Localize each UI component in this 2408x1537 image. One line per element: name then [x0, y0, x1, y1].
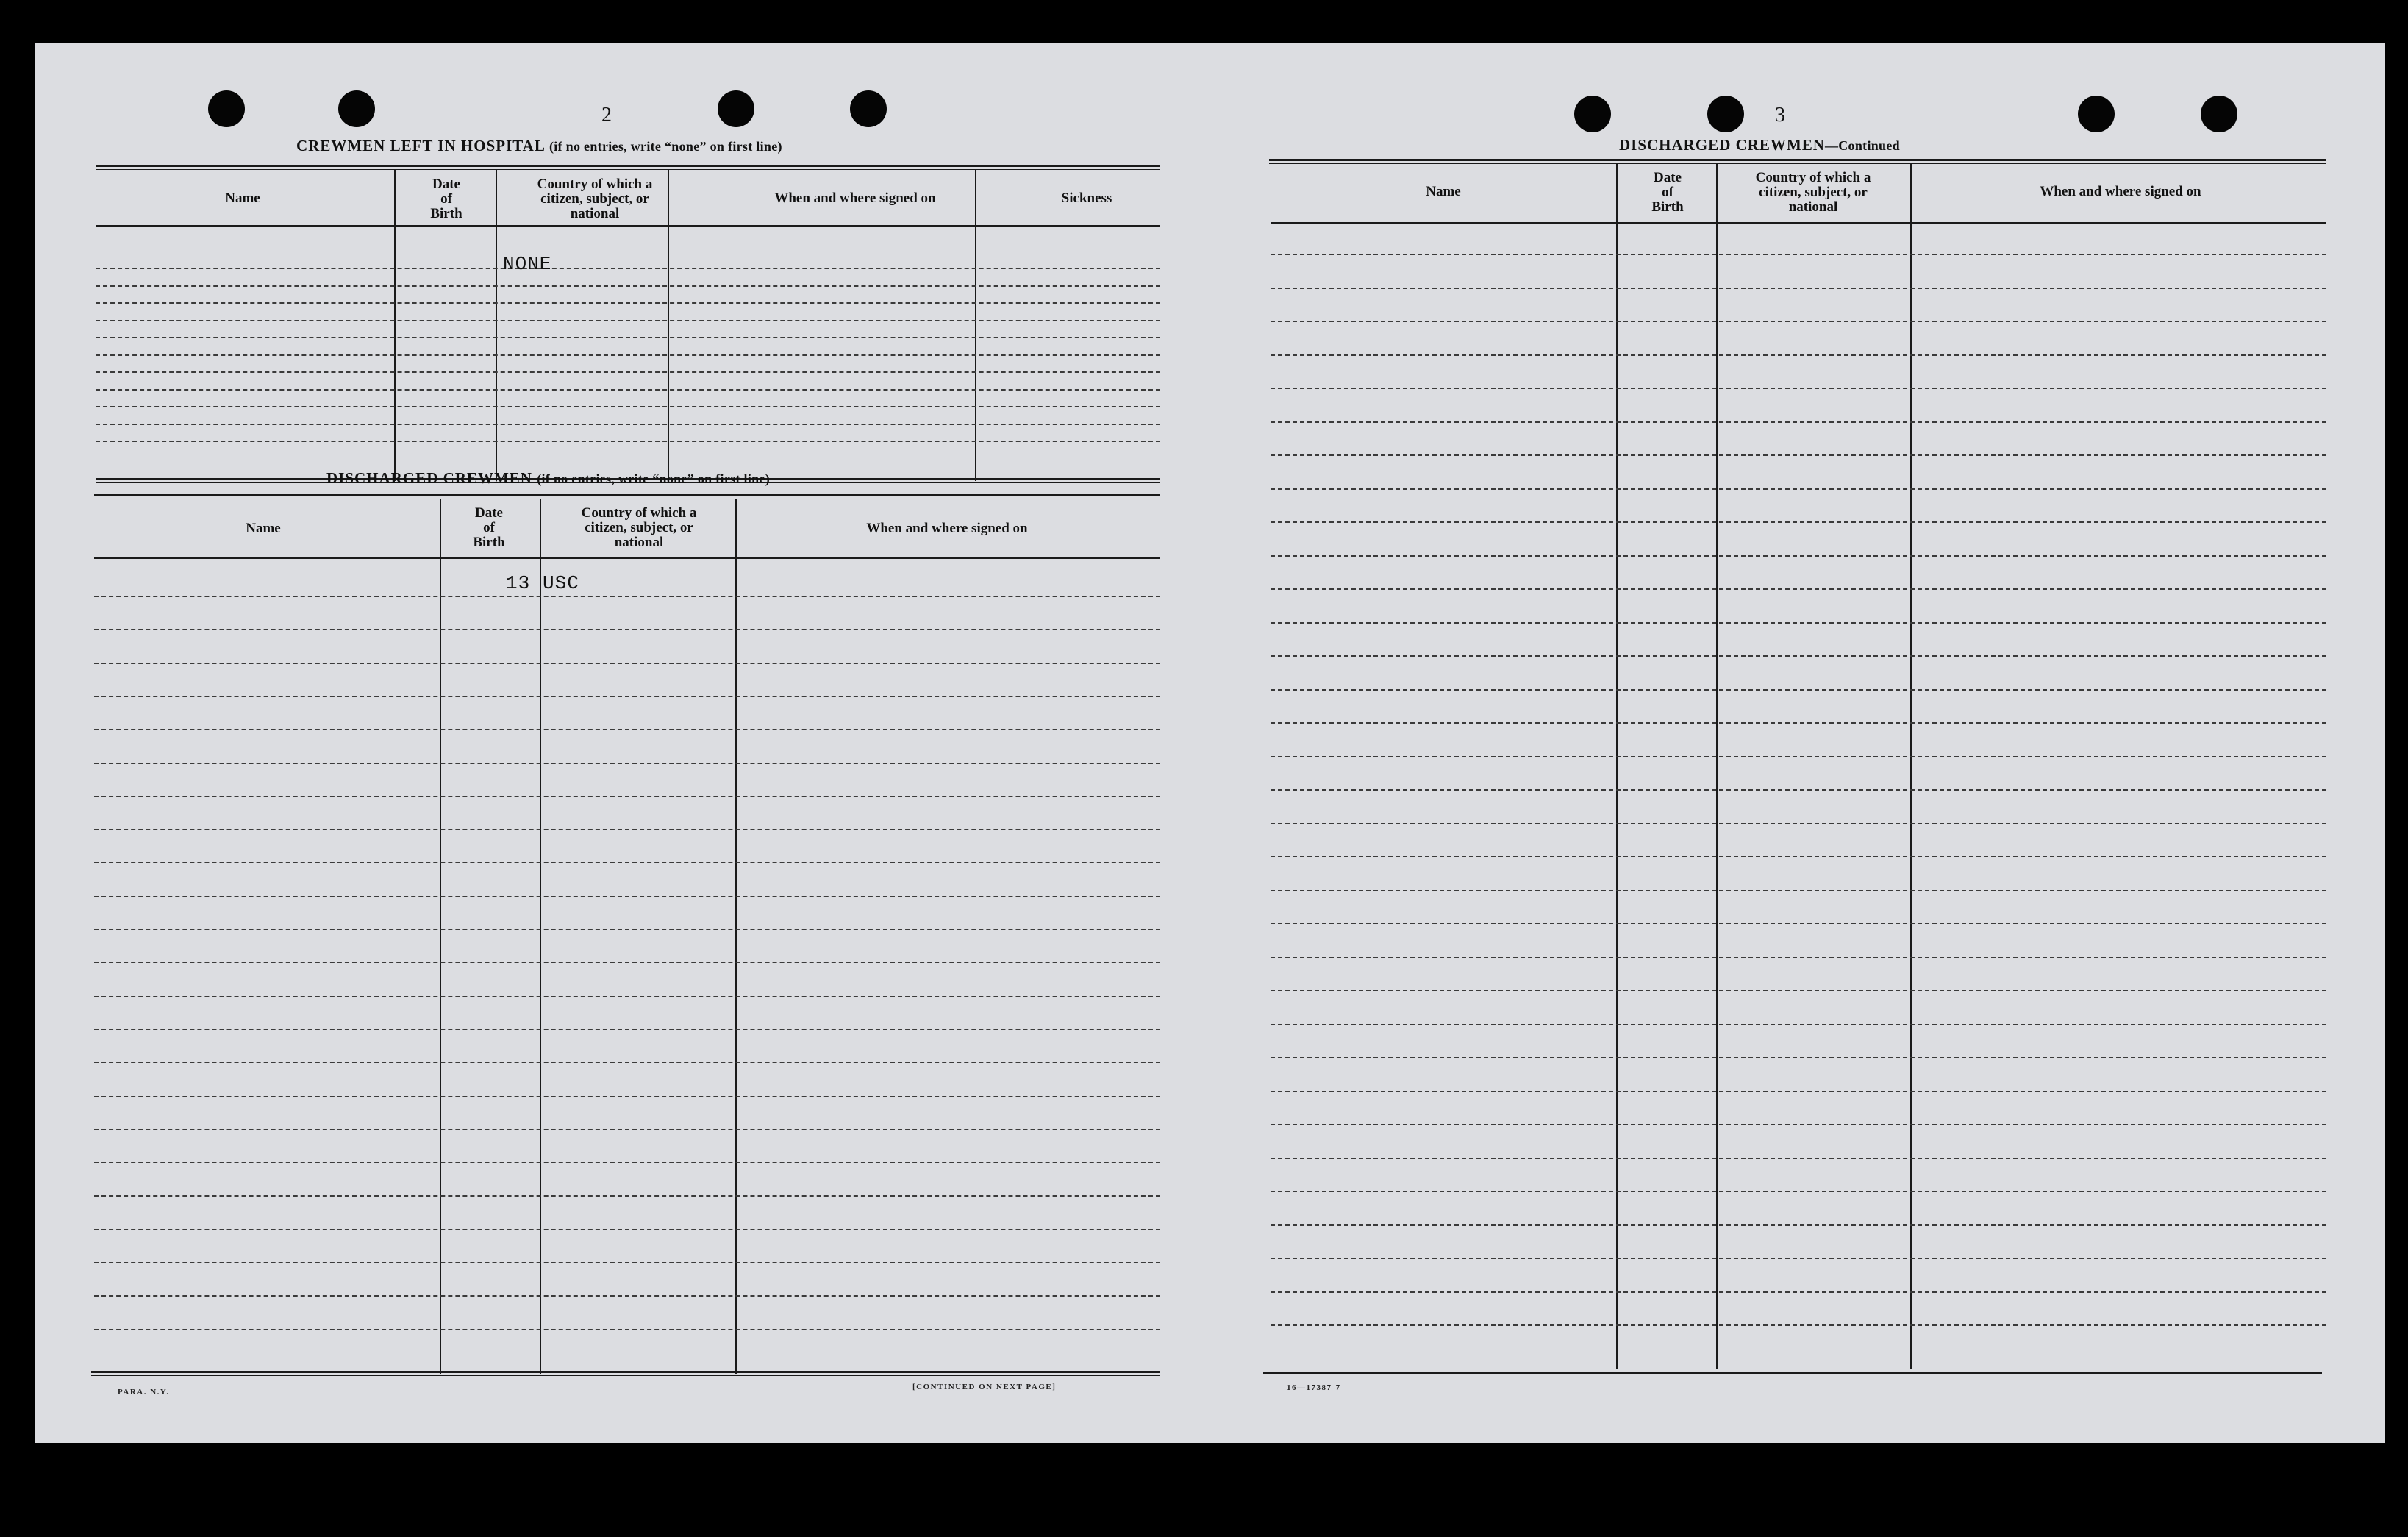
ruled-line	[1271, 254, 2326, 255]
ruled-line	[1271, 1158, 2326, 1159]
punch-hole	[2078, 96, 2115, 132]
right-col-divider	[1616, 163, 1618, 1369]
ruled-line	[96, 302, 1160, 304]
discharged-entry-country: USC	[543, 572, 579, 594]
ruled-line	[94, 1096, 1160, 1097]
discharged-col-name: Name	[246, 521, 281, 536]
punch-hole	[850, 90, 887, 127]
ruled-line	[1271, 1057, 2326, 1058]
punch-hole	[338, 90, 375, 127]
ruled-line	[1271, 421, 2326, 423]
ruled-line	[1271, 288, 2326, 289]
hospital-entry-country: NONE	[503, 253, 552, 275]
ruled-line	[94, 829, 1160, 830]
ruled-line	[96, 337, 1160, 338]
ruled-line	[94, 1162, 1160, 1163]
right-top-rule	[1269, 159, 2326, 164]
ruled-line	[1271, 321, 2326, 322]
ruled-line	[1271, 1291, 2326, 1293]
ruled-line	[96, 371, 1160, 373]
ruled-line	[1271, 622, 2326, 624]
hospital-section-title	[296, 137, 782, 155]
hospital-col-divider	[668, 169, 669, 481]
hospital-title-text: CREWMEN LEFT IN HOSPITAL	[296, 137, 545, 154]
hospital-top-rule	[96, 165, 1160, 170]
ruled-line	[94, 1229, 1160, 1230]
ruled-line	[96, 389, 1160, 391]
ruled-line	[94, 1129, 1160, 1130]
discharged-top-rule	[94, 494, 1160, 499]
ruled-line	[1271, 655, 2326, 657]
ruled-line	[94, 796, 1160, 797]
right-section-title	[1619, 136, 1900, 154]
hospital-instruction: (if no entries, write “none” on first line)	[549, 139, 782, 154]
punch-hole	[208, 90, 245, 127]
hospital-col-divider	[975, 169, 976, 481]
ruled-line	[1271, 1191, 2326, 1192]
page-number: 3	[1775, 104, 1785, 126]
ruled-line	[94, 962, 1160, 963]
ruled-line	[96, 406, 1160, 407]
ruled-line	[94, 1329, 1160, 1330]
ruled-line	[1271, 354, 2326, 356]
footer-form-code: 16—17387-7	[1287, 1383, 1341, 1392]
ruled-line	[1271, 388, 2326, 389]
right-title-text: DISCHARGED CREWMEN	[1619, 136, 1825, 154]
ruled-line	[96, 424, 1160, 425]
ruled-line	[94, 1062, 1160, 1063]
ruled-line	[1271, 521, 2326, 523]
right-col-signed: When and where signed on	[2040, 184, 2201, 199]
ruled-line	[1271, 756, 2326, 757]
ruled-line	[94, 629, 1160, 630]
ruled-line	[1271, 588, 2326, 590]
ruled-line	[94, 763, 1160, 764]
ruled-line	[94, 1029, 1160, 1030]
right-col-divider	[1716, 163, 1718, 1369]
right-title-suffix: —Continued	[1824, 138, 1900, 153]
right-col-country: Country of which a citizen, subject, or national	[1755, 170, 1871, 215]
hospital-header-rule	[96, 225, 1160, 227]
right-col-name: Name	[1426, 184, 1461, 199]
ruled-line	[1271, 890, 2326, 891]
ruled-line	[94, 663, 1160, 664]
discharged-title-text: DISCHARGED CREWMEN	[326, 469, 532, 487]
ruled-line	[1271, 1324, 2326, 1326]
ruled-line	[94, 1195, 1160, 1197]
discharged-header-rule	[94, 557, 1160, 559]
ruled-line	[1271, 488, 2326, 490]
ruled-line	[1271, 1124, 2326, 1125]
ruled-line	[94, 696, 1160, 697]
ruled-line	[1271, 722, 2326, 724]
ruled-line	[1271, 923, 2326, 924]
punch-hole	[1707, 96, 1744, 132]
ruled-line	[96, 441, 1160, 442]
ruled-line	[96, 285, 1160, 287]
punch-hole	[718, 90, 754, 127]
ruled-line	[1271, 990, 2326, 991]
right-header-rule	[1271, 222, 2326, 224]
ruled-line	[1271, 1091, 2326, 1092]
ruled-line	[94, 862, 1160, 863]
discharged-col-dob: Date of Birth	[473, 505, 505, 550]
ruled-line	[96, 268, 1160, 269]
footer-continued: [CONTINUED ON NEXT PAGE]	[912, 1383, 1057, 1391]
discharged-bottom-rule	[91, 1371, 1160, 1376]
ruled-line	[96, 320, 1160, 321]
punch-hole	[2201, 96, 2237, 132]
ruled-line	[94, 1262, 1160, 1263]
ruled-line	[1271, 856, 2326, 857]
discharged-col-country: Country of which a citizen, subject, or national	[581, 505, 697, 550]
ruled-line	[94, 896, 1160, 897]
ruled-line	[94, 929, 1160, 930]
hospital-col-divider	[394, 169, 396, 481]
hospital-col-name: Name	[225, 190, 260, 206]
hospital-col-country: Country of which a citizen, subject, or national	[537, 176, 653, 221]
ruled-line	[1271, 689, 2326, 691]
right-col-dob: Date of Birth	[1651, 170, 1684, 215]
ruled-line	[96, 354, 1160, 356]
footer-printer: PARA. N.Y.	[118, 1388, 170, 1397]
ruled-line	[1271, 1258, 2326, 1259]
ruled-line	[1271, 789, 2326, 791]
discharged-entry-date: 13	[506, 572, 531, 594]
punch-hole	[1574, 96, 1611, 132]
hospital-col-divider	[496, 169, 497, 481]
hospital-col-dob: Date of Birth	[430, 176, 462, 221]
discharged-section-title	[326, 469, 770, 488]
page-number: 2	[601, 104, 612, 126]
ruled-line	[1271, 1024, 2326, 1025]
document-sheet	[35, 43, 2385, 1443]
ruled-line	[1271, 454, 2326, 456]
discharged-col-signed: When and where signed on	[866, 521, 1028, 536]
ruled-line	[94, 996, 1160, 997]
ruled-line	[1271, 1224, 2326, 1226]
hospital-col-signed: When and where signed on	[774, 190, 936, 206]
discharged-instruction: (if no entries, write “none” on first line)	[537, 471, 771, 486]
ruled-line	[1271, 823, 2326, 824]
ruled-line	[1271, 957, 2326, 958]
ruled-line	[94, 729, 1160, 730]
right-bottom-rule	[1263, 1372, 2322, 1374]
ruled-line	[94, 596, 1160, 597]
hospital-col-sickness: Sickness	[1061, 190, 1112, 206]
ruled-line	[94, 1295, 1160, 1297]
ruled-line	[1271, 555, 2326, 557]
right-col-divider	[1910, 163, 1912, 1369]
